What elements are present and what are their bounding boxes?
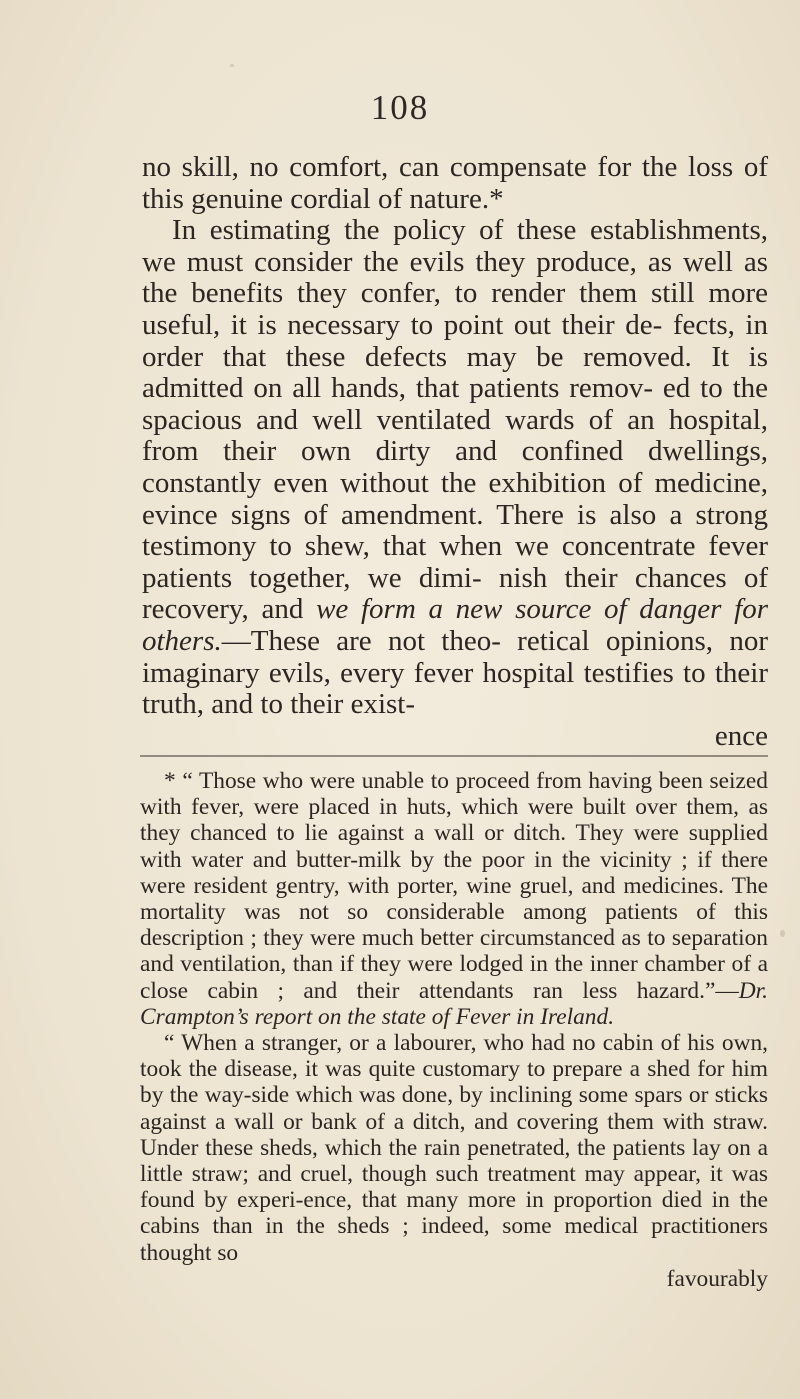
text-line: as the benefits they confer, to render them still xyxy=(142,245,769,310)
text-line: we concentrate fever patients together, we dimi- xyxy=(142,530,768,594)
footnote-paragraph-1 xyxy=(140,768,768,1030)
text-line: fects, in order that these defects may be removed. xyxy=(142,308,768,373)
text-line: is also a strong testimony to shew, that when xyxy=(142,498,768,563)
text-line: In estimating the policy of these establishments, xyxy=(172,214,768,247)
main-body-text xyxy=(142,152,768,752)
text-line: an hospital, from their own dirty and confined xyxy=(142,403,769,468)
text-line: It is admitted on all hands, that patients remov- xyxy=(142,340,769,405)
text-line: of this genuine cordial of nature.* xyxy=(142,151,769,215)
italic-phrase: source of danger for others. xyxy=(142,593,769,657)
text-line: ed to the spacious and well ventilated wards of xyxy=(142,372,769,436)
footnote-citation: Dr. Crampton’s report on the state of Fever in Ireland. xyxy=(140,977,768,1030)
paragraph-1 xyxy=(142,152,768,215)
text-line: —These are not theo- xyxy=(221,624,501,657)
footnote-text: “ When a stranger, or a labourer, who had no cabin of his own, took the disease, it was quite customary to prepare a shed for him by the way-side which was done, by inclining some spars or sticks against a wall or bank of a ditch, and covering them with straw. Under these sheds, which the rain penetrated, the patients lay on a little straw; and cruel, though such treatment may appear, it was found by experi-ence, that many more in proportion died in the cabins than in the sheds ; indeed, some medical practitioners thought so xyxy=(140,1030,768,1266)
text-line: we must consider the evils they produce, as well xyxy=(142,245,733,278)
text-line: nish their chances of recovery, and xyxy=(142,561,769,626)
catchword: ence xyxy=(714,719,768,752)
footnote-text: * “ Those who were unable to proceed from having been seized with fever, were placed in huts, which were built over them, as they chanced to lie against a wall or ditch. They were supplied with water and butter-milk by the poor in the vicinity ; if there were resident gentry, with porter, wine gruel, and medicines. The mortality was not so considerable among patients of this description ; they were much better circumstanced as to separation and ventilation, than if they were lodged in the inner chamber of a close cabin ; and their attendants ran less hazard.”— xyxy=(140,768,768,1004)
footnote xyxy=(140,768,768,1292)
text-line: retical opinions, nor imaginary evils, every fever xyxy=(142,624,768,689)
page-number: 108 xyxy=(370,88,430,127)
text-line: of medicine, evince signs of amendment. There xyxy=(142,466,768,531)
text-line: no skill, no comfort, can compensate for the loss xyxy=(142,151,734,183)
paper-speck xyxy=(780,930,785,937)
italic-phrase: we form a new xyxy=(316,593,503,626)
footnote-catchword: favourably xyxy=(666,1265,768,1292)
paragraph-2 xyxy=(142,215,768,721)
text-line: dwellings, constantly even without the exhibition xyxy=(142,435,768,499)
footnote-divider xyxy=(140,755,768,757)
paper-speck xyxy=(230,64,234,67)
text-line: more useful, it is necessary to point out their de- xyxy=(142,277,768,341)
footnote-paragraph-2 xyxy=(140,1030,768,1266)
text-line: hospital testifies to their truth, and to their exist- xyxy=(142,656,768,721)
